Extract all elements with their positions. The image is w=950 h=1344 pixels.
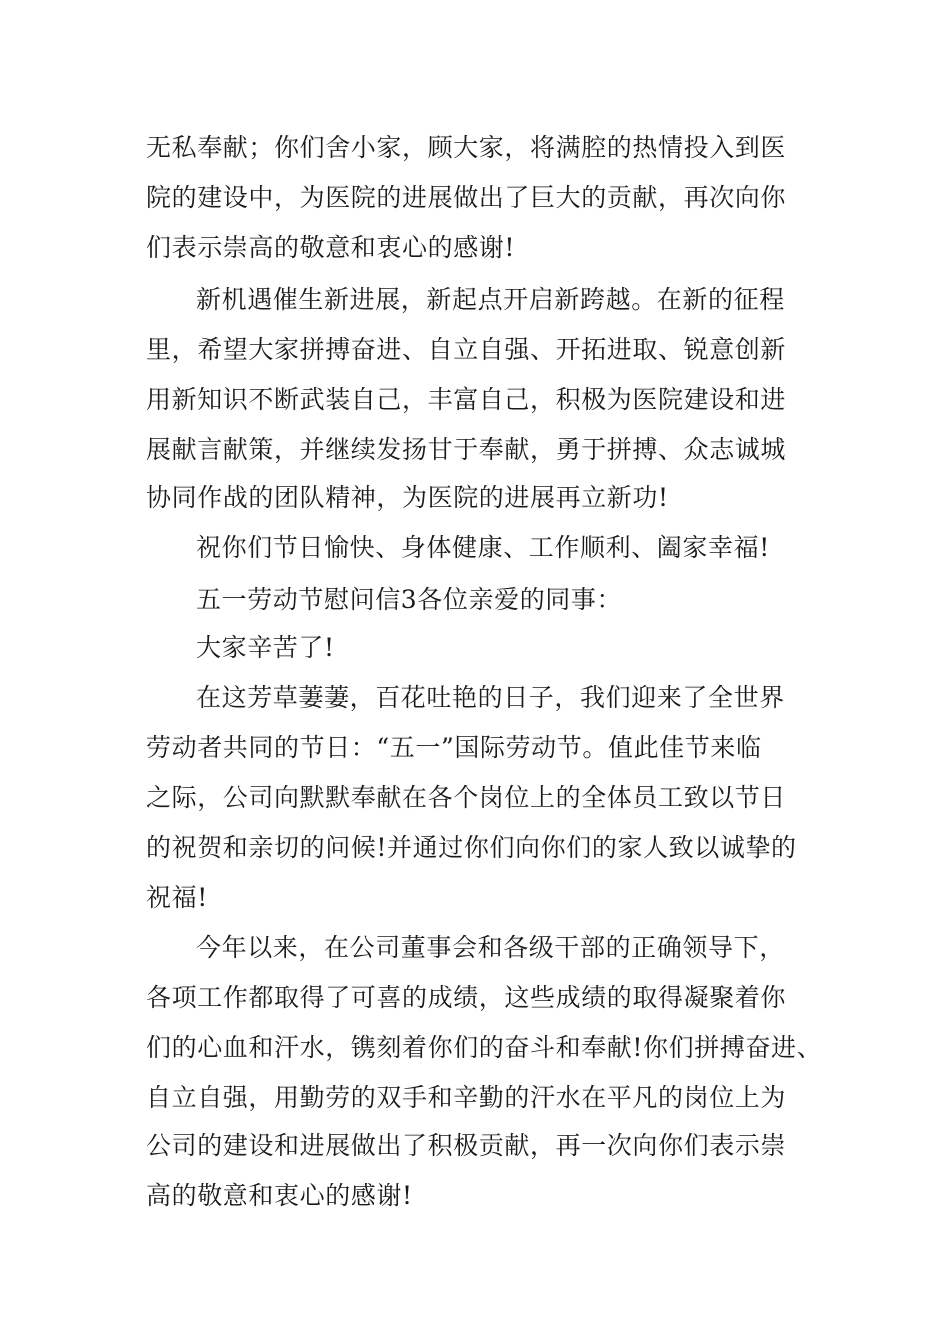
- text-line: 公司的建设和进展做出了积极贡献，再一次向你们表示崇: [146, 1131, 787, 1160]
- text-line: 高的敬意和衷心的感谢!: [146, 1181, 413, 1210]
- text-line: 院的建设中，为医院的进展做出了巨大的贡献，再次向你: [146, 183, 787, 212]
- text-line: 自立自强，用勤劳的双手和辛勤的汗水在平凡的岗位上为: [146, 1083, 787, 1112]
- text-line: 新机遇催生新进展，新起点开启新跨越。在新的征程: [196, 285, 785, 314]
- text-line: 用新知识不断武装自己，丰富自己，积极为医院建设和进: [146, 385, 787, 414]
- text-line: 协同作战的团队精神，为医院的进展再立新功!: [146, 483, 669, 512]
- text-line: 大家辛苦了!: [196, 633, 335, 662]
- text-line: 今年以来，在公司董事会和各级干部的正确领导下，: [196, 933, 785, 962]
- text-line: 各项工作都取得了可喜的成绩，这些成绩的取得凝聚着你: [146, 983, 787, 1012]
- text-line: 们的心血和汗水，镌刻着你们的奋斗和奉献!你们拼搏奋进、: [146, 1033, 823, 1062]
- text-line: 在这芳草萋萋，百花吐艳的日子，我们迎来了全世界: [196, 683, 785, 712]
- text-line: 五一劳动节慰问信3各位亲爱的同事：: [196, 585, 623, 614]
- text-line: 无私奉献；你们舍小家，顾大家，将满腔的热情投入到医: [146, 133, 787, 162]
- text-line: 之际，公司向默默奉献在各个岗位上的全体员工致以节日: [146, 783, 787, 812]
- text-line: 劳动者共同的节日：“五一”国际劳动节。值此佳节来临: [146, 733, 762, 762]
- text-line: 祝你们节日愉快、身体健康、工作顺利、阖家幸福!: [196, 533, 770, 562]
- text-line: 里，希望大家拼搏奋进、自立自强、开拓进取、锐意创新: [146, 335, 787, 364]
- text-line: 展献言献策，并继续发扬甘于奉献，勇于拼搏、众志诚城: [146, 435, 787, 464]
- text-line: 们表示崇高的敬意和衷心的感谢!: [146, 233, 516, 262]
- text-line: 的祝贺和亲切的问候!并通过你们向你们的家人致以诚挚的: [146, 833, 797, 862]
- text-line: 祝福!: [146, 883, 208, 912]
